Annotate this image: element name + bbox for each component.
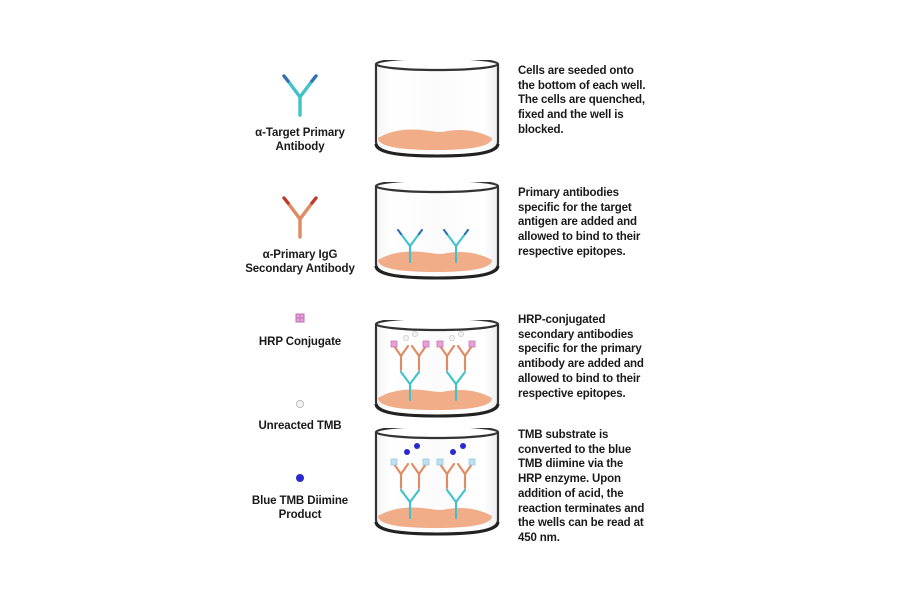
legend-label-1 [240, 126, 360, 155]
description-4: TMB substrate is converted to the blue TMB diimine via the HRP enzyme. Upon addition of acid, the reaction terminates and the wells can be read at 450 nm. [518, 429, 645, 545]
legend-label-3-line2: Unreacted TMB [258, 420, 342, 432]
legend-blue-tmb [240, 466, 360, 523]
legend-label-3-line1: HRP Conjugate [258, 336, 342, 348]
legend-label-2-line1: α-Primary IgG [262, 249, 338, 261]
y-shaped-antibody-icon [240, 192, 360, 244]
step-row-2 [240, 182, 660, 292]
legend-label-2-line2: Secondary Antibody [245, 263, 355, 276]
legend-primary-antibody [240, 70, 360, 155]
description-1: Cells are seeded onto the bottom of each well. The cells are quenched, fixed and the well is blocked. [518, 65, 646, 136]
legend-label-3 [240, 335, 360, 349]
legend-label-1-line2: Primary Antibody [275, 127, 345, 154]
legend-secondary-antibody [240, 192, 360, 277]
blue-dot-icon [240, 466, 360, 490]
legend-label-4-line2: Diimine Product [278, 495, 349, 522]
legend-label-4-line1: Blue TMB [251, 495, 305, 507]
hrp-square-icon [240, 305, 360, 331]
description-3: HRP-conjugated secondary antibodies specific for the primary antibody are added and allowed to bind to their respective epitopes. [518, 314, 644, 400]
well-3 [370, 320, 502, 420]
tmb-circle-icon [240, 393, 360, 415]
step-row-1 [240, 60, 660, 170]
description-2: Primary antibodies specific for the target antigen are added and allowed to bind to their respective epitopes. [518, 187, 641, 258]
step-row-3 [240, 305, 660, 432]
well-4 [370, 428, 502, 528]
y-shaped-antibody-icon [240, 70, 360, 122]
legend-hrp-conjugate [240, 305, 360, 349]
legend-label-1-line1: α-Target [255, 127, 300, 139]
well-1 [370, 60, 502, 160]
legend-label-4 [240, 494, 360, 523]
well-2 [370, 182, 502, 282]
step-row-4 [240, 428, 660, 548]
legend-label-2 [240, 248, 360, 277]
